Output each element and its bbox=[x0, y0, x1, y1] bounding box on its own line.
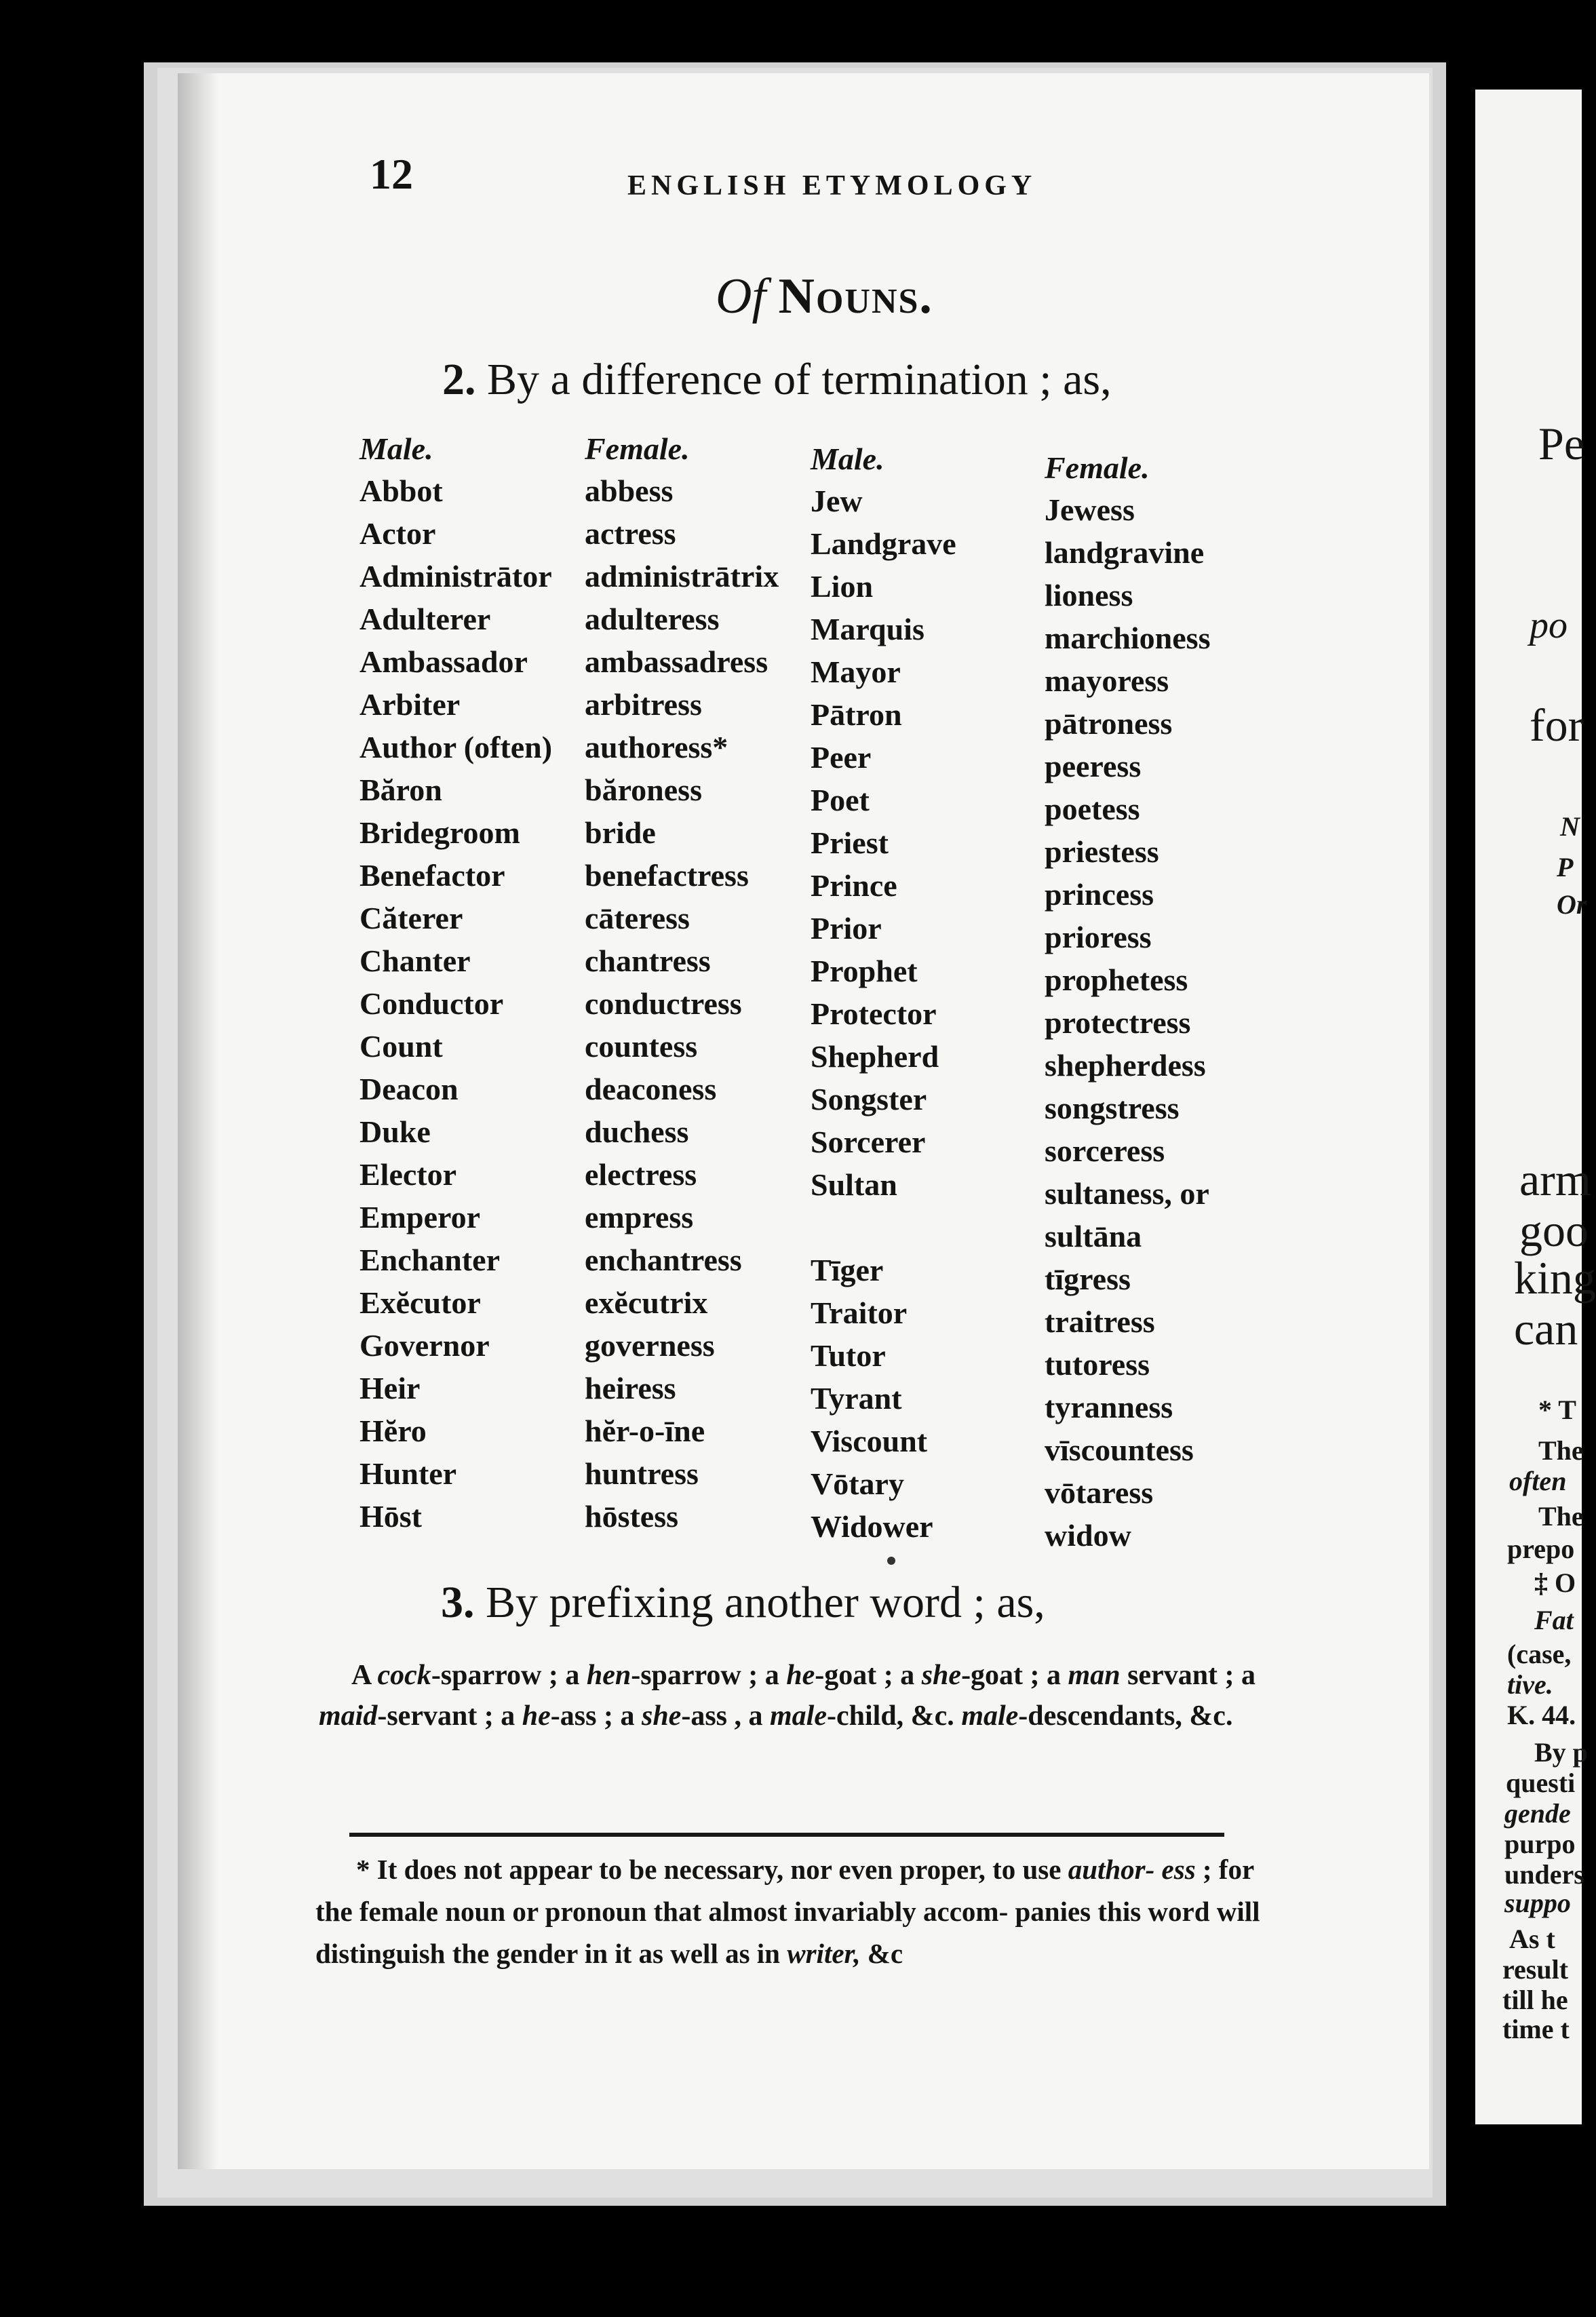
table-cell: Căterer bbox=[359, 901, 463, 935]
table-cell: bride bbox=[585, 815, 656, 850]
table-cell: cāteress bbox=[585, 901, 690, 935]
table-cell: Widower bbox=[811, 1509, 933, 1544]
example-text: -goat ; a bbox=[815, 1660, 922, 1691]
example-word: man bbox=[1068, 1660, 1121, 1691]
table-cell: Arbiter bbox=[359, 687, 461, 722]
examples-paragraph bbox=[319, 1655, 1268, 1736]
table-cell: Shepherd bbox=[811, 1039, 939, 1074]
right-fragment: N bbox=[1560, 811, 1580, 842]
table-cell: authoress* bbox=[585, 730, 728, 764]
example-text: -descendants, &c. bbox=[1018, 1700, 1233, 1732]
table-cell: Prior bbox=[811, 911, 882, 946]
table-cell: Sultan bbox=[811, 1167, 897, 1202]
right-fragment: prepo bbox=[1507, 1534, 1575, 1564]
column-female-1 bbox=[585, 429, 779, 1538]
table-cell: Mayor bbox=[811, 655, 901, 689]
table-cell: Count bbox=[359, 1029, 443, 1064]
example-word: hen bbox=[586, 1660, 631, 1691]
table-cell: tutoress bbox=[1045, 1347, 1150, 1382]
example-word: male bbox=[961, 1700, 1019, 1732]
example-word: male bbox=[770, 1700, 827, 1732]
table-cell: traitress bbox=[1045, 1304, 1155, 1339]
table-cell: protectress bbox=[1045, 1005, 1191, 1040]
running-head: ENGLISH ETYMOLOGY bbox=[627, 170, 1037, 201]
header-female-1: Female. bbox=[585, 431, 690, 466]
table-cell: pātroness bbox=[1045, 706, 1173, 741]
column-male-2 bbox=[811, 439, 956, 1548]
table-cell: prophetess bbox=[1045, 962, 1188, 997]
table-cell: Conductor bbox=[359, 986, 504, 1021]
example-text: -sparrow ; a bbox=[431, 1660, 587, 1691]
footnote-italic: writer, bbox=[787, 1938, 861, 1969]
right-fragment: unders bbox=[1504, 1859, 1584, 1890]
right-fragment: goo bbox=[1519, 1205, 1589, 1256]
right-fragment: P bbox=[1557, 852, 1574, 882]
right-fragment: arm bbox=[1519, 1154, 1591, 1205]
footnote-text: panies this word will distinguish the gender in it as well as in bbox=[315, 1896, 1260, 1969]
table-cell bbox=[811, 1206, 956, 1249]
table-cell: Lion bbox=[811, 569, 874, 604]
table-cell: vīscountess bbox=[1045, 1433, 1194, 1467]
table-cell: tīgress bbox=[1045, 1262, 1131, 1296]
table-cell: Tīger bbox=[811, 1253, 884, 1287]
table-cell: Viscount bbox=[811, 1424, 928, 1458]
table-cell: landgravine bbox=[1045, 535, 1205, 570]
right-fragment: Fat bbox=[1534, 1605, 1574, 1635]
table-cell: Deacon bbox=[359, 1072, 459, 1106]
table-cell: duchess bbox=[585, 1114, 689, 1149]
example-text: -sparrow ; a bbox=[631, 1660, 787, 1691]
table-cell: Vōtary bbox=[811, 1466, 904, 1501]
table-cell: Priest bbox=[811, 825, 889, 860]
table-cell: Ambassador bbox=[359, 644, 528, 679]
right-fragment: king bbox=[1514, 1252, 1596, 1304]
table-cell: prioress bbox=[1045, 920, 1152, 954]
footnote-italic: ess bbox=[1161, 1854, 1196, 1885]
footnote-rule bbox=[349, 1833, 1224, 1837]
example-text: -ass ; a bbox=[550, 1700, 642, 1732]
table-cell: ambassadress bbox=[585, 644, 768, 679]
table-cell: administrātrix bbox=[585, 559, 779, 593]
table-cell: widow bbox=[1045, 1518, 1131, 1553]
table-cell: shepherdess bbox=[1045, 1048, 1206, 1083]
table-cell: adulteress bbox=[585, 602, 720, 636]
right-fragment: till he bbox=[1502, 1985, 1568, 2015]
table-cell: Administrātor bbox=[359, 559, 552, 593]
right-fragment: The bbox=[1538, 1501, 1584, 1532]
table-cell: electress bbox=[585, 1157, 697, 1192]
column-female-2 bbox=[1045, 448, 1211, 1557]
footnote-text: ; for the female noun or pronoun that almost invariably accom- bbox=[315, 1854, 1254, 1927]
header-female-2: Female. bbox=[1045, 450, 1150, 485]
right-fragment: ‡ O bbox=[1534, 1568, 1576, 1598]
table-cell: Author (often) bbox=[359, 730, 553, 764]
example-text: -ass , a bbox=[681, 1700, 771, 1732]
right-fragment: Or bbox=[1557, 889, 1587, 920]
footnote bbox=[315, 1848, 1268, 1974]
right-fragment: result bbox=[1502, 1954, 1569, 1985]
table-cell: chantress bbox=[585, 943, 711, 978]
table-cell: princess bbox=[1045, 877, 1154, 912]
section-3-heading bbox=[441, 1577, 1045, 1629]
title-prefix: Of bbox=[716, 269, 766, 324]
table-cell: Heir bbox=[359, 1371, 421, 1405]
table-cell: exĕcutrix bbox=[585, 1285, 708, 1320]
table-cell: Elector bbox=[359, 1157, 457, 1192]
right-fragment: purpo bbox=[1504, 1829, 1576, 1859]
table-cell: Marquis bbox=[811, 612, 924, 646]
table-cell: heiress bbox=[585, 1371, 676, 1405]
footnote-text: &c bbox=[860, 1938, 903, 1969]
table-cell: băroness bbox=[585, 773, 702, 807]
footnote-italic: author- bbox=[1068, 1854, 1155, 1885]
table-cell: Enchanter bbox=[359, 1243, 500, 1277]
title-word: Nouns. bbox=[778, 269, 933, 324]
example-word: he bbox=[522, 1700, 551, 1732]
example-text: servant ; a bbox=[1120, 1660, 1256, 1691]
table-cell: hōstess bbox=[585, 1499, 679, 1534]
section-3-number: 3. bbox=[441, 1578, 475, 1627]
table-cell: deaconess bbox=[585, 1072, 717, 1106]
table-cell: Songster bbox=[811, 1082, 927, 1116]
table-cell: abbess bbox=[585, 473, 674, 508]
right-fragment: Pe bbox=[1538, 418, 1584, 469]
table-cell: conductress bbox=[585, 986, 742, 1021]
right-fragment: As t bbox=[1509, 1924, 1555, 1954]
table-cell: sultaness, or bbox=[1045, 1176, 1209, 1211]
table-cell: Pātron bbox=[811, 697, 902, 732]
table-cell: tyranness bbox=[1045, 1390, 1173, 1424]
table-cell: hĕr-o-īne bbox=[585, 1414, 705, 1448]
section-2-number: 2. bbox=[442, 355, 476, 404]
section-2-text: By a difference of termination ; as, bbox=[487, 355, 1112, 404]
table-cell: sultāna bbox=[1045, 1219, 1142, 1253]
page-number: 12 bbox=[370, 150, 413, 198]
table-cell: marchioness bbox=[1045, 621, 1211, 655]
right-fragment: time t bbox=[1502, 2014, 1570, 2044]
right-fragment: questi bbox=[1506, 1768, 1576, 1798]
example-word: she bbox=[921, 1660, 962, 1691]
right-fragment: By p bbox=[1534, 1737, 1588, 1768]
example-text: -goat ; a bbox=[961, 1660, 1068, 1691]
table-cell: actress bbox=[585, 516, 676, 551]
ink-dot bbox=[887, 1557, 895, 1565]
table-cell: songstress bbox=[1045, 1091, 1180, 1125]
right-fragment: often bbox=[1509, 1466, 1567, 1496]
table-cell: Chanter bbox=[359, 943, 471, 978]
table-cell: Prince bbox=[811, 868, 897, 903]
table-cell: Hĕro bbox=[359, 1414, 427, 1448]
table-cell: Băron bbox=[359, 773, 442, 807]
table-cell: governess bbox=[585, 1328, 715, 1363]
example-text: -child, &c. bbox=[827, 1700, 962, 1732]
table-cell: Hōst bbox=[359, 1499, 422, 1534]
table-cell: Sorcerer bbox=[811, 1125, 926, 1159]
table-cell: Jew bbox=[811, 484, 863, 518]
right-fragment: gende bbox=[1504, 1798, 1571, 1829]
table-cell: mayoress bbox=[1045, 663, 1169, 698]
page-title bbox=[716, 268, 933, 326]
column-male-1 bbox=[359, 429, 552, 1538]
table-cell: benefactress bbox=[585, 858, 749, 893]
table-cell: lioness bbox=[1045, 578, 1133, 612]
table-cell: huntress bbox=[585, 1456, 699, 1491]
header-male-2: Male. bbox=[811, 442, 884, 476]
right-fragment: (case, bbox=[1507, 1639, 1572, 1669]
right-fragment: suppo bbox=[1504, 1888, 1571, 1918]
table-cell: enchantress bbox=[585, 1243, 742, 1277]
right-fragment: tive. bbox=[1507, 1669, 1553, 1700]
table-cell: Jewess bbox=[1045, 492, 1135, 527]
table-cell: Poet bbox=[811, 783, 870, 817]
table-cell: Protector bbox=[811, 996, 937, 1031]
table-cell: Tyrant bbox=[811, 1381, 902, 1416]
table-cell: Duke bbox=[359, 1114, 431, 1149]
header-male-1: Male. bbox=[359, 431, 433, 466]
table-cell: Emperor bbox=[359, 1200, 481, 1234]
gutter-shadow bbox=[178, 73, 218, 2169]
table-cell: countess bbox=[585, 1029, 698, 1064]
example-word: cock bbox=[377, 1660, 431, 1691]
table-cell: Prophet bbox=[811, 954, 918, 988]
table-cell: Hunter bbox=[359, 1456, 457, 1491]
table-cell: Exĕcutor bbox=[359, 1285, 481, 1320]
table-cell: vōtaress bbox=[1045, 1475, 1154, 1510]
table-cell: poetess bbox=[1045, 792, 1140, 826]
table-cell: arbitress bbox=[585, 687, 702, 722]
table-cell: empress bbox=[585, 1200, 694, 1234]
right-fragment: po bbox=[1530, 604, 1568, 646]
example-word: she bbox=[641, 1700, 682, 1732]
table-cell: peeress bbox=[1045, 749, 1142, 783]
footnote-text: * It does not appear to be necessary, nor even proper, to use bbox=[356, 1854, 1068, 1885]
table-cell: priestess bbox=[1045, 834, 1159, 869]
example-word: he bbox=[786, 1660, 815, 1691]
right-fragment: for bbox=[1530, 699, 1584, 751]
table-cell: Traitor bbox=[811, 1296, 908, 1330]
example-word: maid bbox=[319, 1700, 378, 1732]
table-cell: sorceress bbox=[1045, 1133, 1165, 1168]
right-fragment: can bbox=[1514, 1303, 1578, 1355]
table-cell: Peer bbox=[811, 740, 872, 775]
table-cell: Governor bbox=[359, 1328, 490, 1363]
right-fragment: * T bbox=[1538, 1395, 1576, 1425]
table-cell: Benefactor bbox=[359, 858, 505, 893]
table-cell: Bridegroom bbox=[359, 815, 520, 850]
right-fragment: K. 44. bbox=[1507, 1700, 1576, 1730]
table-cell: Adulterer bbox=[359, 602, 491, 636]
right-fragment: The bbox=[1538, 1435, 1584, 1466]
section-3-text: By prefixing another word ; as, bbox=[486, 1578, 1045, 1627]
example-text: A bbox=[351, 1660, 378, 1691]
table-cell: Actor bbox=[359, 516, 436, 551]
table-cell: Landgrave bbox=[811, 526, 956, 561]
table-cell: Tutor bbox=[811, 1338, 886, 1373]
table-cell: Abbot bbox=[359, 473, 443, 508]
section-2-heading bbox=[442, 354, 1112, 406]
example-text: -servant ; a bbox=[377, 1700, 522, 1732]
